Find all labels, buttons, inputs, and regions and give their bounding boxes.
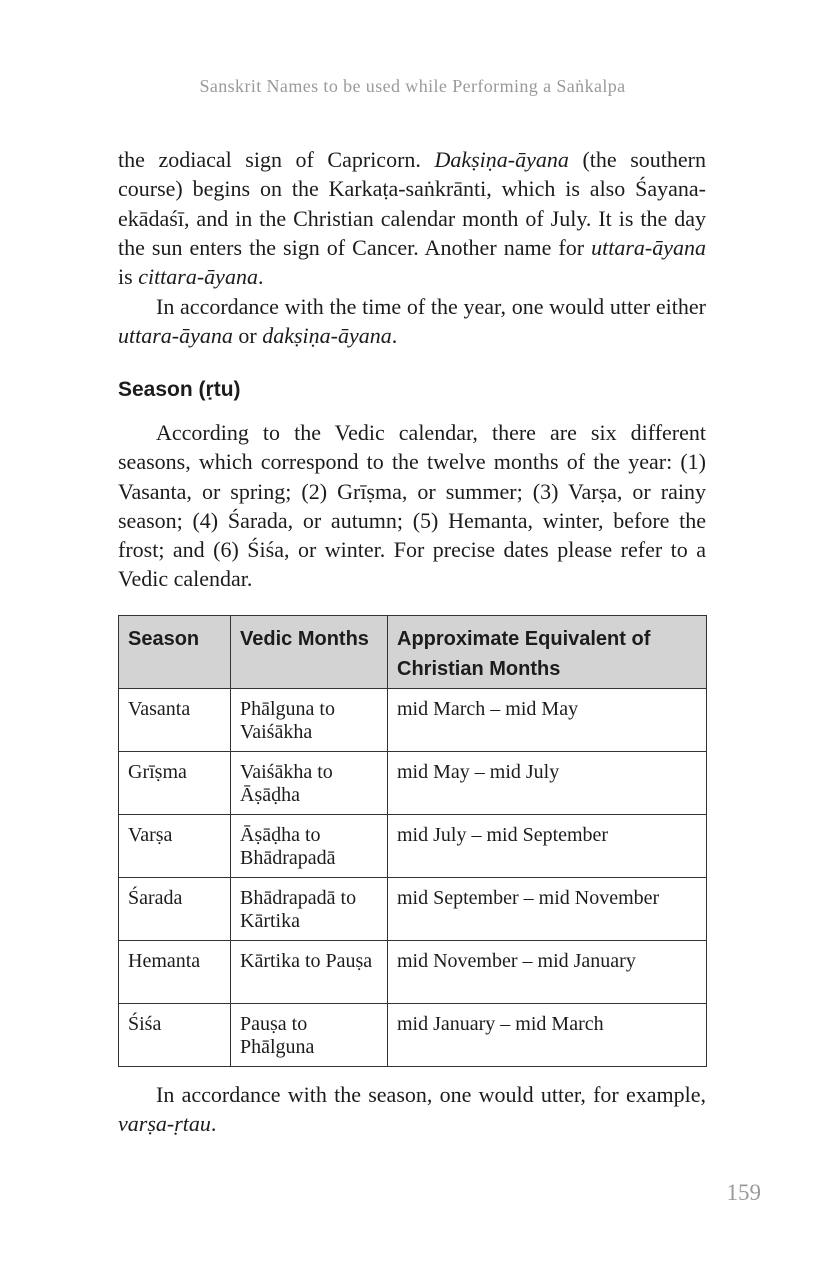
paragraph-text: the zodiacal sign of Capricorn. [118, 147, 435, 172]
cell-christian-months: mid May – mid July [388, 752, 707, 815]
paragraph-text: or [232, 323, 263, 349]
cell-christian-months: mid November – mid January [388, 941, 707, 1004]
paragraph-text: (the southern course) begins on the Karkaṭa-saṅkrānti, which is also Śayana-ekādaśī, and in the Christian calendar month of July. It is the day the sun enters the sign of Cancer. Another name for [118, 147, 706, 260]
paragraph-text: . [257, 264, 264, 290]
header-christian-months: Approximate Equivalent of Christian Months [388, 616, 707, 689]
cell-season: Śiśa [119, 1004, 231, 1067]
italic-term: Dakṣiṇa-āyana [434, 147, 569, 172]
paragraph-text: In accordance with the season, one would utter, for example, [156, 1082, 706, 1107]
italic-term: cittara-āyana [138, 264, 258, 290]
table-row [119, 752, 707, 815]
header-vedic-months: Vedic Months [231, 616, 388, 689]
paragraph-text: In accordance with the time of the year, one would utter either [156, 294, 706, 319]
body-paragraph-2 [118, 292, 706, 351]
italic-term: uttara-āyana [591, 234, 706, 260]
paragraph-text: . [391, 323, 398, 349]
table-header-row [119, 616, 707, 689]
italic-term: uttara-āyana [118, 323, 233, 349]
body-paragraph-4 [118, 1080, 706, 1139]
cell-season: Varṣa [119, 815, 231, 878]
seasons-table [118, 615, 707, 1067]
cell-vedic-months: Āṣāḍha to Bhādrapadā [231, 815, 388, 878]
body-paragraph-1 [118, 145, 706, 291]
paragraph-text: is [118, 264, 139, 290]
cell-vedic-months: Bhādrapadā to Kārtika [231, 878, 388, 941]
header-season: Season [119, 616, 231, 689]
table-row [119, 878, 707, 941]
table-row [119, 815, 707, 878]
table-row [119, 689, 707, 752]
cell-vedic-months: Vaiśākha to Āṣāḍha [231, 752, 388, 815]
cell-christian-months: mid March – mid May [388, 689, 707, 752]
table-row [119, 1004, 707, 1067]
cell-season: Vasanta [119, 689, 231, 752]
cell-christian-months: mid January – mid March [388, 1004, 707, 1067]
page-number: 159 [726, 1180, 761, 1205]
running-head: Sanskrit Names to be used while Performing a Saṅkalpa [199, 76, 626, 96]
italic-term: dakṣiṇa-āyana [262, 323, 392, 349]
cell-season: Śarada [119, 878, 231, 941]
cell-vedic-months: Pauṣa to Phālguna [231, 1004, 388, 1067]
cell-christian-months: mid July – mid September [388, 815, 707, 878]
italic-term: varṣa-ṛtau [118, 1111, 211, 1137]
cell-vedic-months: Kārtika to Pauṣa [231, 941, 388, 1004]
table-row [119, 941, 707, 1004]
body-paragraph-3: According to the Vedic calendar, there are six different seasons, which correspond to the twelve months of the year: (1) Vasanta, or spring; (2) Grīṣma, or summer; (3) Varṣa, or rainy season; (4) Śarada, or autumn; (5) Hemanta, winter, before the frost; and (6) Śiśa, or winter. For precise dates please refer to a Vedic calendar. [118, 420, 706, 592]
cell-christian-months: mid September – mid November [388, 878, 707, 941]
section-heading: Season (ṛtu) [118, 378, 241, 401]
cell-vedic-months: Phālguna to Vaiśākha [231, 689, 388, 752]
cell-season: Hemanta [119, 941, 231, 1004]
paragraph-text: . [210, 1111, 217, 1137]
cell-season: Grīṣma [119, 752, 231, 815]
